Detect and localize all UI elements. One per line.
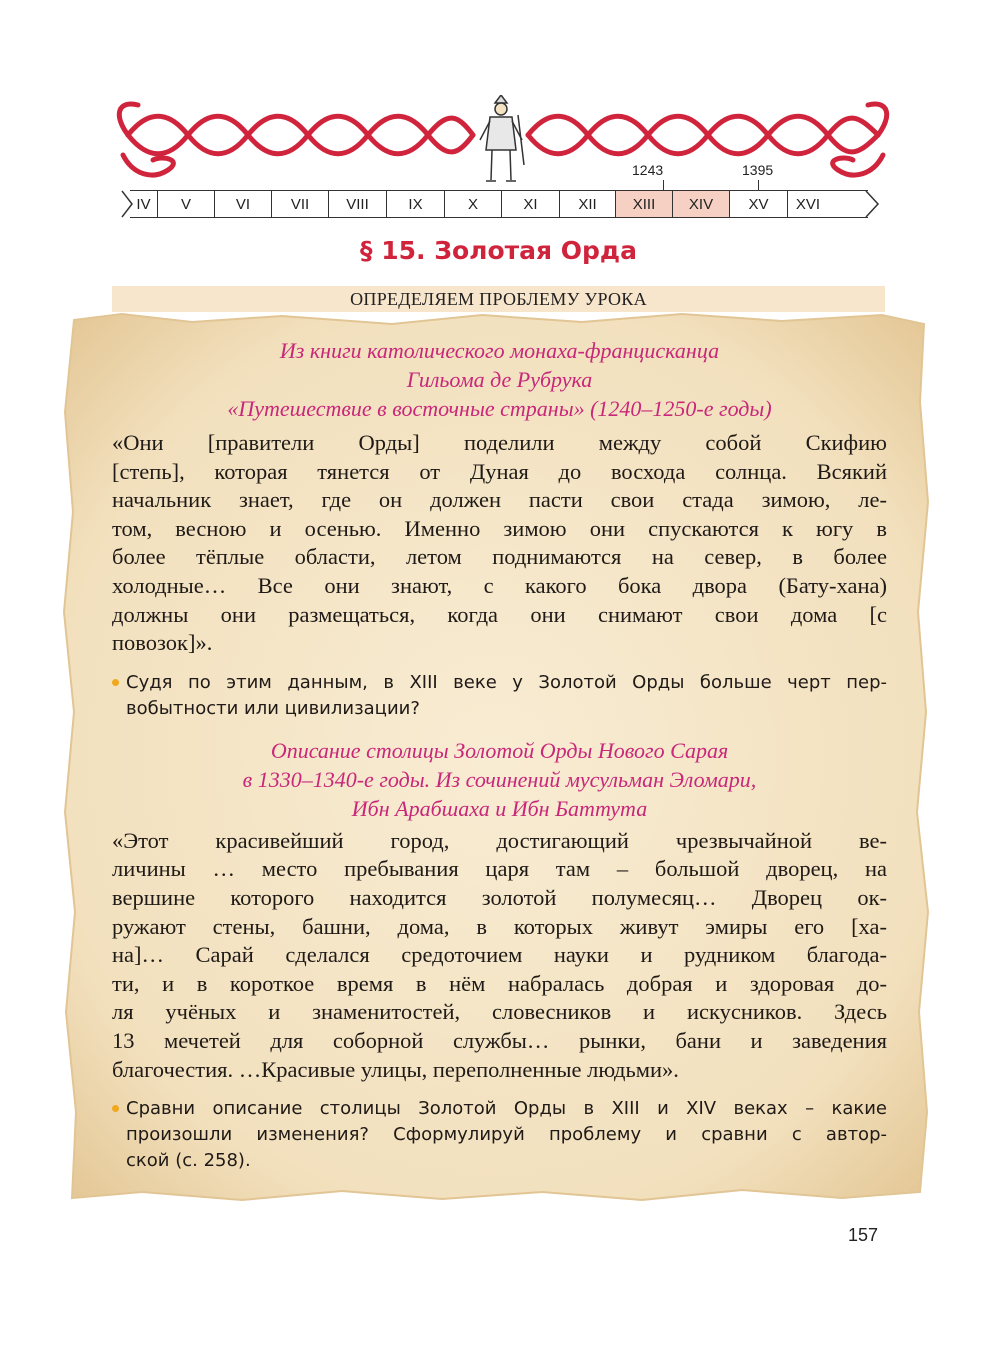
- quote-line: должны они размещаться, когда они снимают свои дома [с: [112, 601, 887, 627]
- quote-line: вершине которого находится золотой полумесяц… Дворец ок-: [112, 884, 887, 910]
- bullet-dot-icon: [112, 1105, 119, 1112]
- quote-line: начальник знает, где он должен пасти свои стада зимою, ле-: [112, 487, 887, 513]
- question-1: [112, 670, 887, 722]
- century-cell: XIII: [616, 191, 673, 217]
- bullet-dot-icon: [112, 679, 119, 686]
- quote-line: холодные… Все они знают, с какого бока двора (Бату-хана): [112, 572, 887, 598]
- century-cell: IV: [130, 191, 158, 217]
- quote-line: 13 мечетей для соборной службы… рынки, бани и заведения: [112, 1027, 887, 1053]
- century-cell: VII: [272, 191, 329, 217]
- decorative-ornament: [108, 95, 898, 190]
- source-line: «Путешествие в восточные страны» (1240–1250-е годы): [227, 396, 772, 421]
- question-line: Судя по этим данным, в XIII веке у Золотой Орды больше черт пер-: [126, 671, 887, 693]
- timeline-track: [130, 190, 868, 218]
- source-line: Гильома де Рубрука: [406, 367, 593, 392]
- date-tick: [758, 180, 759, 190]
- century-cell: XI: [502, 191, 560, 217]
- quote-rubruk: [112, 429, 887, 658]
- source-line: в 1330–1340-е годы. Из сочинений мусульман Эломари,: [242, 766, 757, 792]
- century-cell: VIII: [329, 191, 387, 217]
- source-heading-rubruk: [112, 336, 887, 423]
- century-cell: V: [158, 191, 215, 217]
- century-cell: VI: [215, 191, 272, 217]
- question-line: произошли изменения? Сформулируй проблему и сравни с автор-: [126, 1124, 887, 1146]
- quote-line: благочестия. …Красивые улицы, переполненные людьми».: [112, 1056, 679, 1082]
- page-title: § 15. Золотая Орда: [360, 236, 637, 265]
- century-cell: XVI: [795, 195, 821, 213]
- century-cell: X: [445, 191, 502, 217]
- date-label-1243: 1243: [632, 162, 664, 178]
- question-line: вобытности или цивилизации?: [126, 697, 420, 719]
- quote-line: более тёплые области, летом поднимаются на север, в более: [112, 544, 887, 570]
- quote-line: повозок]».: [112, 630, 213, 656]
- source-heading-saray: [112, 736, 887, 823]
- century-cell: XII: [560, 191, 616, 217]
- question-line: Сравни описание столицы Золотой Орды в XIII и XIV веках – какие: [126, 1098, 887, 1120]
- century-cell: XIV: [673, 191, 730, 217]
- source-line: Из книги католического монаха-францисканца: [279, 338, 720, 363]
- quote-line: ти, и в короткое время в нём набралась добрая и здоровая до-: [112, 970, 887, 996]
- lesson-content: [112, 336, 887, 1174]
- date-label-1395: 1395: [742, 162, 774, 178]
- quote-line: «Они [правители Орды] поделили между собой Скифию: [112, 430, 887, 455]
- source-line: Ибн Арабшаха и Ибн Баттута: [351, 795, 648, 821]
- century-cell: XV: [730, 191, 788, 217]
- section-label: ОПРЕДЕЛЯЕМ ПРОБЛЕМУ УРОКА: [112, 286, 885, 312]
- quote-line: на]… Сарай сделался средоточием науки и рудником благода-: [112, 942, 887, 968]
- date-tick: [663, 180, 664, 190]
- quote-line: том, весною и осенью. Именно зимою они спускаются к югу в: [112, 515, 887, 541]
- page-number: 157: [848, 1225, 879, 1245]
- century-timeline: [120, 162, 880, 218]
- quote-line: личины … место пребывания царя там – большой дворец, на: [112, 856, 887, 882]
- question-line: ской (с. 258).: [126, 1150, 251, 1172]
- quote-line: [степь], которая тянется от Дуная до восхода солнца. Всякий: [112, 458, 887, 484]
- source-line: Описание столицы Золотой Орды Нового Сарая: [270, 737, 729, 763]
- quote-line: ля учёных и знаменитостей, словесников и искусников. Здесь: [112, 999, 887, 1025]
- century-cell: IX: [387, 191, 445, 217]
- quote-line: «Этот красивейший город, достигающий чрезвычайной ве-: [112, 827, 887, 853]
- quote-saray: [112, 827, 887, 1084]
- warrior-figure-icon: [480, 95, 524, 181]
- question-2: [112, 1096, 887, 1174]
- timeline-right-arrow-icon: [864, 190, 880, 218]
- quote-line: ружают стены, башни, дома, в которых живут эмиры его [ха-: [112, 913, 887, 939]
